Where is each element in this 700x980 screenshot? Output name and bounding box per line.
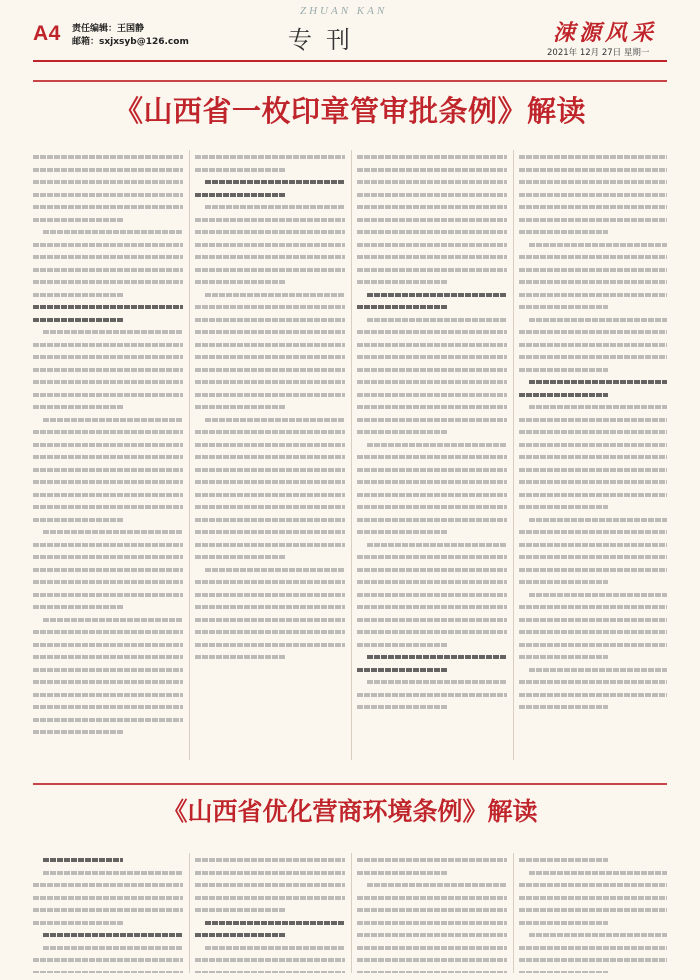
section-name-en: ZHUAN KAN xyxy=(300,5,388,17)
page-header xyxy=(0,0,700,60)
article1-title: 《山西省一枚印章管审批条例》解读 xyxy=(113,94,586,128)
article2-column-4 xyxy=(519,853,667,973)
issue-date: 2021年 12月 27日 星期一 xyxy=(547,48,650,58)
article2-title: 《山西省优化营商环境条例》解读 xyxy=(162,797,538,826)
article1-body xyxy=(33,150,667,760)
editor-name: 责任编辑：王国静 xyxy=(72,24,145,34)
title-rule-top xyxy=(33,80,667,82)
header-divider xyxy=(33,60,667,62)
article1-title-band xyxy=(33,80,667,140)
article2-title-band xyxy=(33,783,667,841)
article1-column-2 xyxy=(195,150,345,760)
editor-info xyxy=(72,23,189,49)
title-rule-top xyxy=(33,783,667,785)
article1-column-3 xyxy=(357,150,507,760)
article2-body xyxy=(33,853,667,973)
article2-column-1 xyxy=(33,853,183,973)
article1-column-4 xyxy=(519,150,667,760)
editor-email: 邮箱：sxjxsyb@126.com xyxy=(72,37,189,47)
article2-column-3 xyxy=(357,853,507,973)
page-number: A4 xyxy=(33,22,61,45)
section-name-cn: 专刊 xyxy=(288,26,364,54)
masthead: 涑源风采 xyxy=(553,20,658,46)
article1-column-1 xyxy=(33,150,183,760)
article2-column-2 xyxy=(195,853,345,973)
